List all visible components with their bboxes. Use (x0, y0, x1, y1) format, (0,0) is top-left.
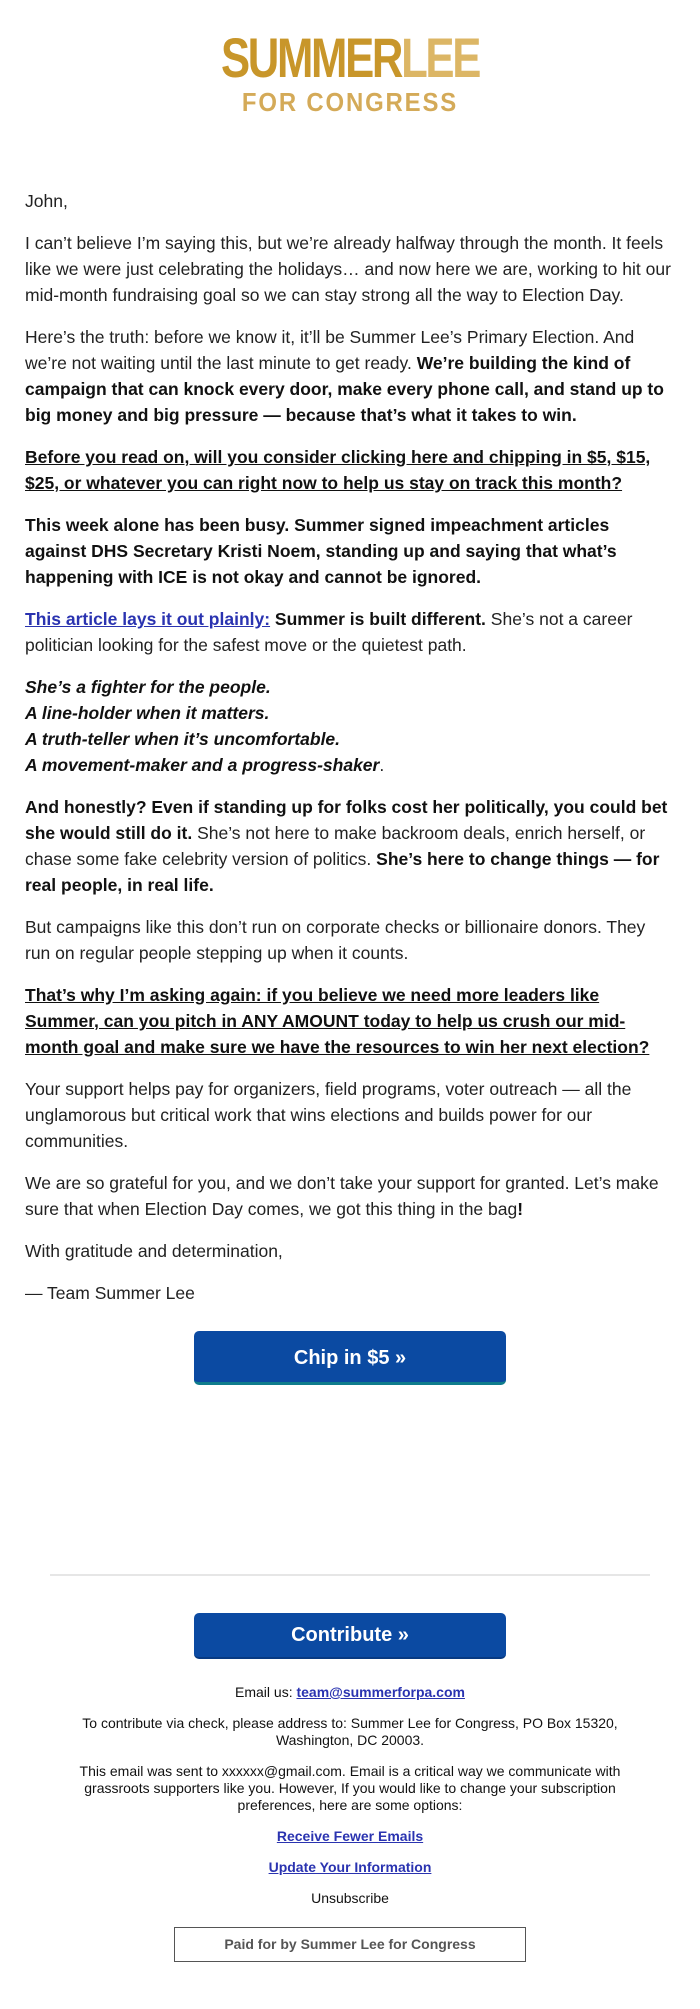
italic-line-1: She’s a fighter for the people. (25, 677, 271, 697)
paragraph-ask-2 (25, 982, 675, 1060)
footer-email-line (60, 1684, 640, 1701)
article-link[interactable]: This article lays it out plainly: (25, 609, 271, 629)
paragraph-grateful (25, 1170, 675, 1222)
paragraph-ask-1 (25, 444, 675, 496)
paragraph-busy-week (25, 512, 675, 590)
paragraph-busy-week-bold: This week alone has been busy. Summer signed impeachment articles against DHS Secretary Kristi Noem, standing up and saying that what’s happening with ICE is not okay and cannot be ignored. (25, 515, 617, 587)
paragraph-campaigns: But campaigns like this don’t run on corporate checks or billionaire donors. They run on regular people stepping up when it counts. (25, 917, 646, 963)
footer-check-text: To contribute via check, please address to: Summer Lee for Congress, PO Box 15320, Washington, DC 20003. (82, 1715, 618, 1748)
paragraph-truth (25, 324, 675, 428)
paid-for-disclaimer: Paid for by Summer Lee for Congress (174, 1927, 526, 1962)
italic-list (25, 674, 675, 778)
closing-line: With gratitude and determination, (25, 1241, 283, 1261)
paragraph-intro: I can’t believe I’m saying this, but we’re already halfway through the month. It feels like we were just celebrating the holidays… and now here we are, working to hit our mid-month fundraising goal so we can stay strong all the way to Election Day. (25, 233, 671, 305)
footer-email-link[interactable]: team@summerforpa.com (296, 1684, 465, 1700)
paragraph-honestly (25, 794, 675, 898)
paragraph-grateful-plain: We are so grateful for you, and we don’t take your support for granted. Let’s make sure that when Election Day comes, we got this thing in the bag (25, 1173, 659, 1219)
contribute-button[interactable]: Contribute » (194, 1613, 506, 1659)
paragraph-honestly-plain: She’s not here to make backroom deals, enrich herself, or chase some fake celebrity version of politics. (25, 823, 646, 869)
paragraph-article-plain: She’s not a career politician looking for the safest move or the quietest path. (25, 609, 633, 655)
paragraph-article (25, 606, 675, 658)
paragraph-article-bold: Summer is built different. (270, 609, 486, 629)
paragraph-grateful-end: ! (517, 1199, 524, 1219)
paragraph-truth-plain: Here’s the truth: before we know it, it’ll be Summer Lee’s Primary Election. And we’re not waiting until the last minute to get ready. (25, 327, 635, 373)
logo-wordmark (77, 26, 623, 89)
logo-lee: LEE (401, 26, 480, 89)
signature: — Team Summer Lee (25, 1283, 195, 1303)
donate-link-2[interactable]: That’s why I’m asking again: if you believe we need more leaders like Summer, can you pitch in ANY AMOUNT today to help us crush our mid-month goal and make sure we have the resources to win her next election? (25, 985, 650, 1057)
italic-line-4-end: . (379, 755, 385, 775)
fewer-emails-link[interactable]: Receive Fewer Emails (276, 1828, 424, 1844)
italic-line-3: A truth-teller when it’s uncomfortable. (25, 729, 341, 749)
update-info-link[interactable]: Update Your Information (268, 1859, 432, 1875)
unsubscribe-link[interactable]: Unsubscribe (311, 1890, 389, 1906)
footer-update-info-line (60, 1859, 640, 1876)
footer-fewer-emails-line (60, 1828, 640, 1845)
logo-summer: SUMMER (220, 26, 402, 89)
campaign-logo (0, 0, 700, 120)
donate-link-1[interactable]: Before you read on, will you consider clicking here and chipping in $5, $15, $25, or whatever you can right now to help us stay on track this month? (25, 447, 651, 493)
greeting: John, (25, 191, 68, 211)
paragraph-truth-bold: We’re building the kind of campaign that can knock every door, make every phone call, and stand up to big money and big pressure — because that’s what it takes to win. (25, 353, 664, 425)
paragraph-support: Your support helps pay for organizers, field programs, voter outreach — all the unglamorous but critical work that wins elections and builds power for our communities. (25, 1079, 632, 1151)
paragraph-honestly-bold-2: She’s here to change things — for real people, in real life. (25, 849, 660, 895)
chip-in-button[interactable]: Chip in $5 » (194, 1331, 506, 1385)
footer-unsubscribe-line (60, 1890, 640, 1907)
footer-sent-text: This email was sent to xxxxxx@gmail.com. Email is a critical way we communicate with grassroots supporters like you. However, If you would like to change your subscription preferences, here are some options: (79, 1763, 621, 1813)
italic-line-2: A line-holder when it matters. (25, 703, 270, 723)
paragraph-honestly-bold-1: And honestly? Even if standing up for folks cost her politically, you could bet she would still do it. (25, 797, 668, 843)
logo-subtitle: FOR CONGRESS (241, 87, 459, 117)
chip-in-button-wrap (194, 1331, 506, 1385)
contribute-button-wrap (194, 1613, 506, 1659)
footer-divider (50, 1574, 650, 1576)
footer-email-label: Email us: (235, 1684, 297, 1700)
email-footer (60, 1684, 640, 1962)
italic-line-4: A movement-maker and a progress-shaker (25, 755, 380, 775)
email-body (25, 188, 675, 1322)
